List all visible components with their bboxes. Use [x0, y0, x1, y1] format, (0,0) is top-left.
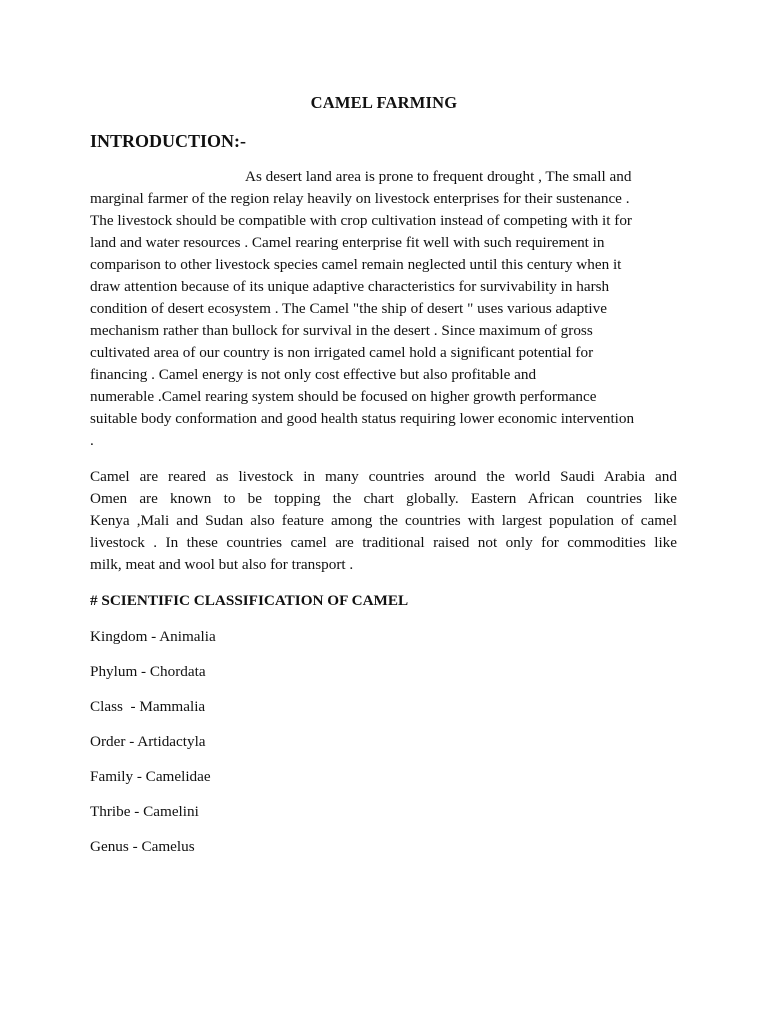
livestock-paragraph: [90, 466, 677, 576]
paragraph-line: Camel are reared as livestock in many countries around the world Saudi Arabia and: [90, 468, 677, 485]
paragraph-line: livestock . In these countries camel are traditional raised not only for commodities like: [90, 534, 677, 551]
paragraph-line: Kenya ,Mali and Sudan also feature among the countries with largest population of camel: [90, 512, 677, 529]
paragraph-line: condition of desert ecosystem . The Camel "the ship of desert " uses various adaptive: [90, 300, 607, 317]
paragraph-line: numerable .Camel rearing system should be focused on higher growth performance: [90, 388, 597, 405]
paragraph-line: Omen are known to be topping the chart globally. Eastern African countries like: [90, 490, 677, 507]
introduction-paragraph: [90, 166, 680, 452]
paragraph-line: As desert land area is prone to frequent drought , The small and: [245, 168, 632, 185]
classification-class: Class - Mammalia: [90, 698, 206, 715]
classification-family: Family - Camelidae: [90, 768, 211, 785]
classification-tribe: Thribe - Camelini: [90, 803, 199, 820]
classification-order: Order - Artidactyla: [90, 733, 206, 750]
paragraph-line: cultivated area of our country is non irrigated camel hold a significant potential for: [90, 344, 594, 361]
paragraph-line: marginal farmer of the region relay heavily on livestock enterprises for their sustenance .: [90, 190, 630, 207]
paragraph-line: suitable body conformation and good health status requiring lower economic intervention: [90, 410, 635, 427]
document-title: CAMEL FARMING: [310, 93, 458, 112]
classification-genus: Genus - Camelus: [90, 838, 195, 855]
introduction-heading: INTRODUCTION:-: [90, 131, 247, 151]
classification-phylum: Phylum - Chordata: [90, 663, 206, 680]
paragraph-line: financing . Camel energy is not only cost effective but also profitable and: [90, 366, 537, 383]
paragraph-line: draw attention because of its unique adaptive characteristics for survivability in harsh: [90, 278, 610, 295]
paragraph-line: comparison to other livestock species camel remain neglected until this century when it: [90, 256, 622, 273]
paragraph-line: land and water resources . Camel rearing enterprise fit well with such requirement in: [90, 234, 605, 251]
classification-kingdom: Kingdom - Animalia: [90, 628, 216, 645]
paragraph-line: The livestock should be compatible with crop cultivation instead of competing with it for: [90, 212, 632, 229]
classification-heading: # SCIENTIFIC CLASSIFICATION OF CAMEL: [90, 592, 409, 609]
paragraph-line: milk, meat and wool but also for transport .: [90, 556, 354, 573]
paragraph-line: mechanism rather than bullock for survival in the desert . Since maximum of gross: [90, 322, 593, 339]
paragraph-line: .: [90, 432, 94, 449]
